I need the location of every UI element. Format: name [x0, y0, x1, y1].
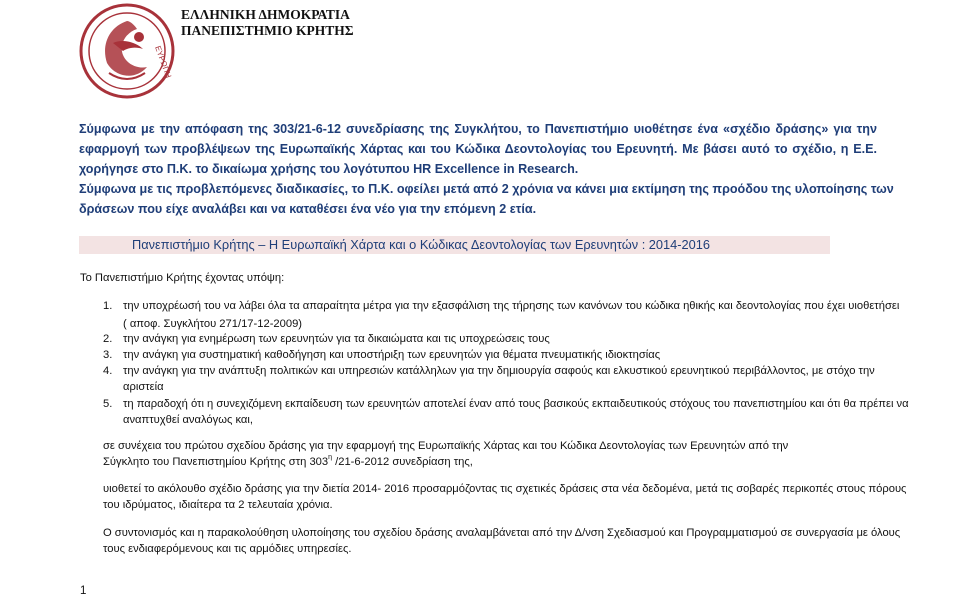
logo-text: ΕΥΡΩΠΗ: [153, 44, 174, 80]
paragraph-2-line-2: του ιδρύματος, ιδιαίτερα τα 2 τελευταία χρόνια.: [103, 499, 333, 511]
paragraph-3-line-1: Ο συντονισμός και η παρακολούθηση υλοποίησης του σχεδίου δράσης αναλαμβάνεται από την Δ/νση Σχεδιασμού και Προγραμματισμού σε συνεργασία με όλους: [103, 527, 901, 539]
item-number: 2.: [103, 333, 113, 345]
banner-title: Πανεπιστήμιο Κρήτης – Η Ευρωπαϊκή Χάρτα και ο Κώδικας Δεοντολογίας των Ερευνητών : 2014-2016: [132, 237, 710, 252]
title-banner: [79, 236, 830, 254]
header-title: [181, 7, 354, 39]
item-1-line-1: την υποχρέωσή του να λάβει όλα τα απαραίτητα μέτρα για την εξασφάλιση της τήρησης των κανόνων του κώδικα ηθικής και δεοντολογίας που έχει υιοθετήσει: [123, 300, 900, 312]
item-1-line-2: ( αποφ. Συγκλήτου 271/17-12-2009): [123, 318, 303, 330]
intro-line-5: δράσεων που είχε αναλάβει και να καταθέσει ένα νέο για την επόμενη 2 ετία.: [79, 202, 537, 216]
item-number: 3.: [103, 349, 113, 361]
item-number: 1.: [103, 300, 113, 312]
lead-text: Το Πανεπιστήμιο Κρήτης έχοντας υπόψη:: [80, 272, 285, 284]
university-logo: [79, 3, 175, 99]
paragraph-2-line-1: υιοθετεί το ακόλουθο σχέδιο δράσης για την διετία 2014- 2016 προσαρμόζοντας τις σχετικές δράσεις στα νέα δεδομένα, μετά τις σοβαρές περικοπές στους πόρους: [103, 483, 907, 495]
header-line-2: ΠΑΝΕΠΙΣΤΗΜΙΟ ΚΡΗΤΗΣ: [181, 23, 354, 38]
paragraph-1-line-2: Σύγκλητο του Πανεπιστημίου Κρήτης στη $303^\eta$ /21-6-2012 συνεδρίαση της,: [103, 454, 473, 468]
intro-line-3: χορήγησε στο Π.Κ. το δικαίωμα χρήσης του λογότυπου HR Excellence in Research.: [79, 162, 579, 176]
item-number: 5.: [103, 398, 113, 410]
item-5-line-1: τη παραδοχή ότι η συνεχιζόμενη εκπαίδευση των ερευνητών αποτελεί έναν από τους βασικούς εκπαιδευτικούς στόχους του πανεπιστημίου και ότι θα πρέπει να: [123, 398, 909, 410]
item-3-line-1: την ανάγκη για συστηματική καθοδήγηση και υποστήριξη των ερευνητών για θέματα πνευματικής ιδιοκτησίας: [123, 349, 661, 361]
paragraph-1-line-1: σε συνέχεια του πρώτου σχεδίου δράσης για την εφαρμογή της Ευρωπαϊκής Χάρτας και του Κώδικα Δεοντολογίας των Ερευνητών από την: [103, 440, 789, 452]
intro-line-2: εφαρμογή των προβλέψεων της Ευρωπαϊκής Χάρτας και του Κώδικα Δεοντολογίας του Ερευνητή. Με βάσει αυτό το σχέδιο, η Ε.Ε.: [79, 142, 877, 156]
intro-line-4: Σύμφωνα με τις προβλεπόμενες διαδικασίες, το Π.Κ. οφείλει μετά από 2 χρόνια να κάνει μια εκτίμηση της προόδου της υλοποίησης των: [79, 182, 894, 196]
header-line-1: ΕΛΛΗΝΙΚΗ ΔΗΜΟΚΡΑΤΙΑ: [181, 7, 350, 22]
item-5-line-2: αναπτυχθεί αναλόγως και,: [123, 414, 253, 426]
item-4-line-1: την ανάγκη για την ανάπτυξη πολιτικών και υπηρεσιών κατάλληλων για την δημιουργία σαφούς και ελκυστικού ερευνητικού περιβάλλοντος, με στόχο την: [123, 365, 875, 377]
paragraph-3-line-2: τους ενδιαφερόμενους και τις αρμόδιες υπηρεσίες.: [103, 543, 352, 555]
item-number: 4.: [103, 365, 113, 377]
item-4-line-2: αριστεία: [123, 381, 164, 393]
page-number: 1: [80, 585, 87, 597]
item-2-line-1: την ανάγκη για ενημέρωση των ερευνητών για τα δικαιώματα και τις υποχρεώσεις τους: [123, 333, 550, 345]
intro-line-1: Σύμφωνα με την απόφαση της 303/21-6-12 συνεδρίασης της Συγκλήτου, το Πανεπιστήμιο υιοθέτησε ένα «σχέδιο δράσης» για την: [79, 122, 877, 136]
